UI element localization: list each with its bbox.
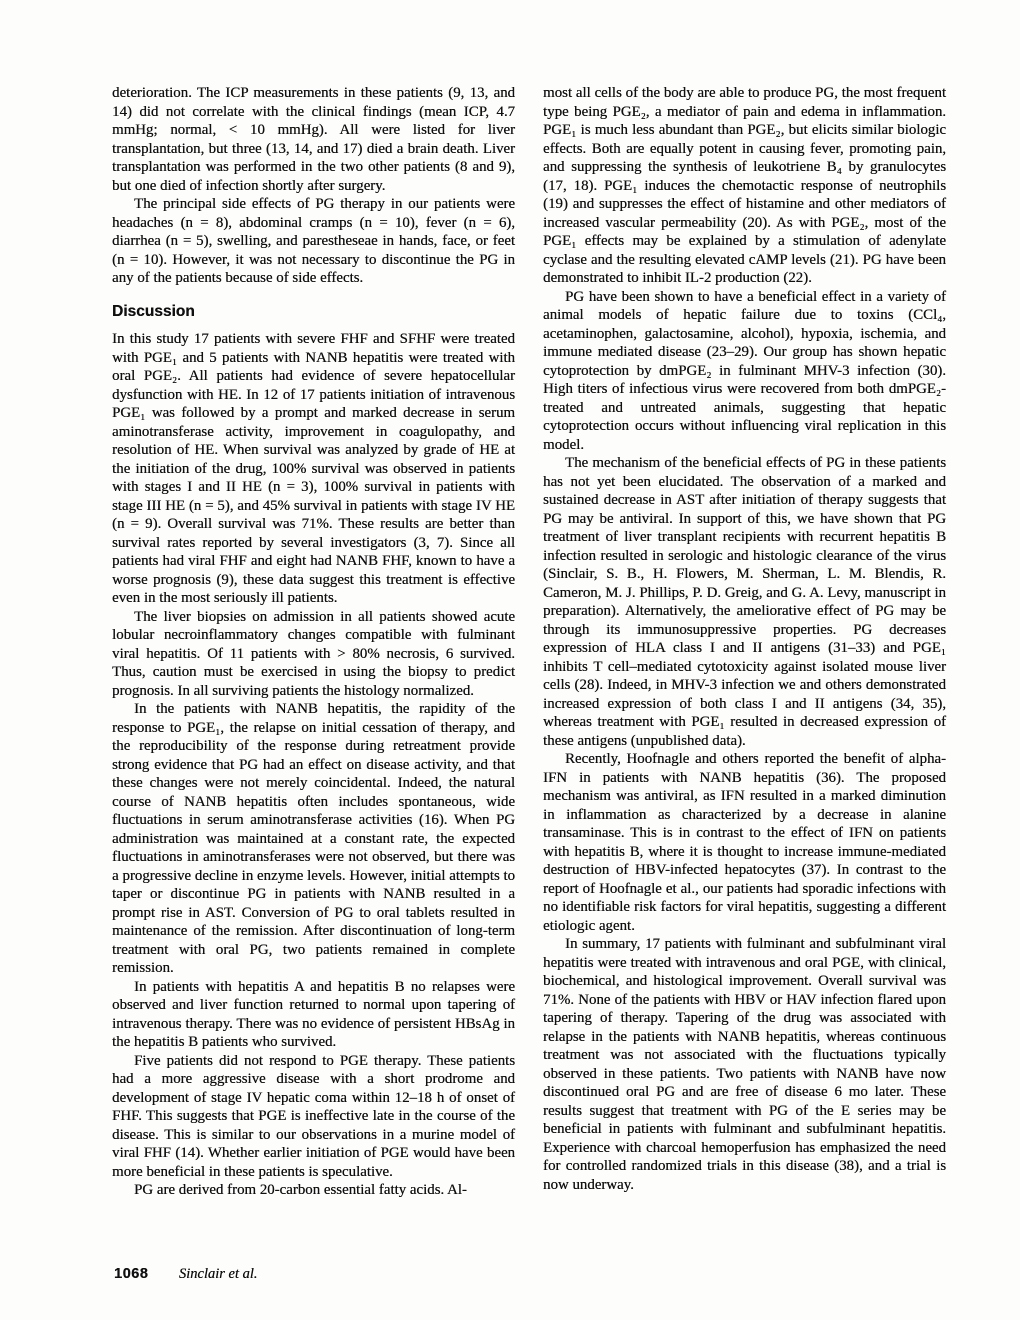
page-footer — [114, 1266, 257, 1283]
paragraph: In patients with hepatitis A and hepatitis B no relapses were observed and liver function returned to normal upon tapering of intravenous therapy. There was no evidence of persistent HBsAg in the hepatitis B patients who survived. — [112, 978, 515, 1050]
paragraph: PG are derived from 20-carbon essential fatty acids. Al- — [134, 1182, 467, 1198]
paragraph: The mechanism of the beneficial effects of PG in these patients has not yet been elucidated. The observation of a marked and sustained decrease in AST after initiation of therapy suggests that PG may be antiviral. In support of this, we have shown that PG treatment of liver transplant recipients with recurrent hepatitis B infection resulted in serologic and histologic clearance of the virus (Sinclair, S. B., H. Flowers, M. Sherman, L. M. Blendis, R. Cameron, M. J. Phillips, P. D. Greig, and G. A. Levy, manuscript in preparation). Alternatively, the ameliorative effect of PG may be through its immunosuppressive properties. PG decreases expression of HLA class I and II antigens (31–33) and PGE₁ inhibits T cell–mediated cytotoxicity against isolated mouse liver cells (28). Indeed, in MHV-3 infection we and others demonstrated increased expression of both class I and II antigens (34, 35), whereas treatment with PGE₁ resulted in decreased expression of these antigens (unpublished data). — [543, 455, 946, 749]
page-number: 1068 — [114, 1266, 149, 1282]
section-heading-discussion: Discussion — [112, 302, 195, 320]
left-column — [112, 84, 515, 1200]
continuation-paragraph: deterioration. The ICP measurements in these patients (9, 13, and 14) did not correlate with the clinical findings (mean ICP, 4.7 mmHg; normal, < 10 mmHg). All were listed for liver transplantation, but three (13, 14, and 17) died a brain death. Liver transplantation was performed in the two other patients (8 and 9), but one died of infection shortly after surgery. — [112, 85, 515, 194]
right-column — [543, 84, 946, 1194]
paragraph: The liver biopsies on admission in all patients showed acute lobular necroinflammatory changes compatible with fulminant viral hepatitis. Of 11 patients with > 80% necrosis, 6 survived. Thus, caution must be exercised in using the biopsy to predict prognosis. In all surviving patients the histology normalized. — [112, 608, 515, 699]
paragraph: Recently, Hoofnagle and others reported the benefit of alpha-IFN in patients with NANB hepatitis (36). The proposed mechanism was antiviral, as IFN resulted in a marked diminution in inflammation as characterized by a decrease in alanine transaminase. This is in contrast to the effect of IFN on patients with hepatitis B, where it is thought to increase immune-mediated destruction of HBV-infected hepatocytes (37). In contrast to the report of Hoofnagle et al., our patients had sporadic infections with no identifiable risk factors for viral hepatitis, suggesting a different etiologic agent. — [543, 751, 946, 934]
continuation-paragraph: most all cells of the body are able to produce PG, the most frequent type being PGE₂, a mediator of pain and edema in inflammation. PGE₁ is much less abundant than PGE₂, but elicits similar biologic effects. Both are equally potent in causing fever, promoting pain, and suppressing the synthesis of leukotriene B₄ by granulocytes (17, 18). PGE₁ induces the chemotactic response of neutrophils (19) and suppresses the effect of histamine and other mediators of increased vascular permeability (20). As with PGE₂, most of the PGE₁ effects may be explained by a stimulation of adenylate cyclase and the resulting elevated cAMP levels (21). PG have been demonstrated to inhibit IL-2 production (22). — [543, 85, 946, 286]
paragraph: The principal side effects of PG therapy in our patients were headaches (n = 8), abdominal cramps (n = 10), fever (n = 6), diarrhea (n = 5), swelling, and parestheseae in hands, face, or feet (n = 10). However, it was not necessary to discontinue the PG in any of the patients because of side effects. — [112, 196, 515, 286]
paragraph: In the patients with NANB hepatitis, the rapidity of the response to PGE₁, the relapse on initial cessation of therapy, and the reproducibility of the response during retreatment provide strong evidence that PG had an effect on disease activity, and that these changes were not merely coincidental. Indeed, the natural course of NANB hepatitis often includes spontaneous, wide fluctuations in serum aminotransferase activities (16). When PG administration was maintained at a constant rate, the expected fluctuations in aminotransferases were not observed, but there was a progressive decline in enzyme levels. However, initial attempts to taper or discontinue PG in patients with NANB resulted in a prompt rise in AST. Conversion of PG to oral tablets resulted in maintenance of the remission. After discontinuation of long-term treatment with oral PG, two patients remained in complete remission. — [112, 701, 515, 976]
paragraph: In summary, 17 patients with fulminant and subfulminant viral hepatitis were treated with intravenous and oral PGE, with clinical, biochemical, and histological improvement. Overall survival was 71%. None of the patients with HBV or HAV infection flared upon tapering of therapy. Tapering of the drug was associated with relapse in the patients with NANB hepatitis, whereas continuous treatment was not associated with the fluctuations typically observed in these patients. Two patients with NANB have now discontinued oral PG and are free of disease 6 mo later. These results suggest that treatment with PG of the E series may be beneficial in patients with fulminant and subfulminant hepatitis. Experience with charcoal hemoperfusion has emphasized the need for controlled randomized trials in this disease (38), and a trial is now underway. — [543, 936, 946, 1193]
paragraph: In this study 17 patients with severe FHF and SFHF were treated with PGE₁ and 5 patients with NANB hepatitis were treated with oral PGE₂. All patients had evidence of severe hepatocellular dysfunction with HE. In 12 of 17 patients initiation of intravenous PGE₁ was followed by a prompt and marked decrease in serum aminotransferase activity, improvement in coagulopathy, and resolution of HE. When survival was analyzed by grade of HE at the initiation of the drug, 100% survival was observed in patients with stages I and II HE (n = 3), 100% survival in patients with stage III HE (n = 5), and 45% survival in patients with stage IV HE (n = 9). Overall survival was 71%. These results are better than survival rates reported by several investigators (3, 7). Since all patients had viral FHF and eight had NANB FHF, known to have a worse prognosis (9), these data suggest this treatment is effective even in the most seriously ill patients. — [112, 331, 515, 606]
paragraph: Five patients did not respond to PGE therapy. These patients had a more aggressive disease with a short prodrome and development of stage IV hepatic coma within 12–18 h of onset of FHF. This suggests that PGE is ineffective late in the course of the disease. This is similar to our observations in a murine model of viral FHF (14). Whether earlier initiation of PGE would have been more beneficial in these patients is speculative. — [112, 1052, 515, 1180]
paragraph: PG have been shown to have a beneficial effect in a variety of animal models of hepatic failure due to toxins (CCl₄, acetaminophen, galactosamine, alcohol), hypoxia, ischemia, and immune mediated disease (23–29). Our group has shown hepatic cytoprotection by dmPGE₂ in fulminant MHV-3 infection (30). High titers of infectious virus were recovered from both dmPGE₂-treated and untreated animals, suggesting that hepatic cytoprotection occurs without influencing viral replication in this model. — [543, 288, 946, 453]
running-authors: Sinclair et al. — [178, 1266, 258, 1282]
